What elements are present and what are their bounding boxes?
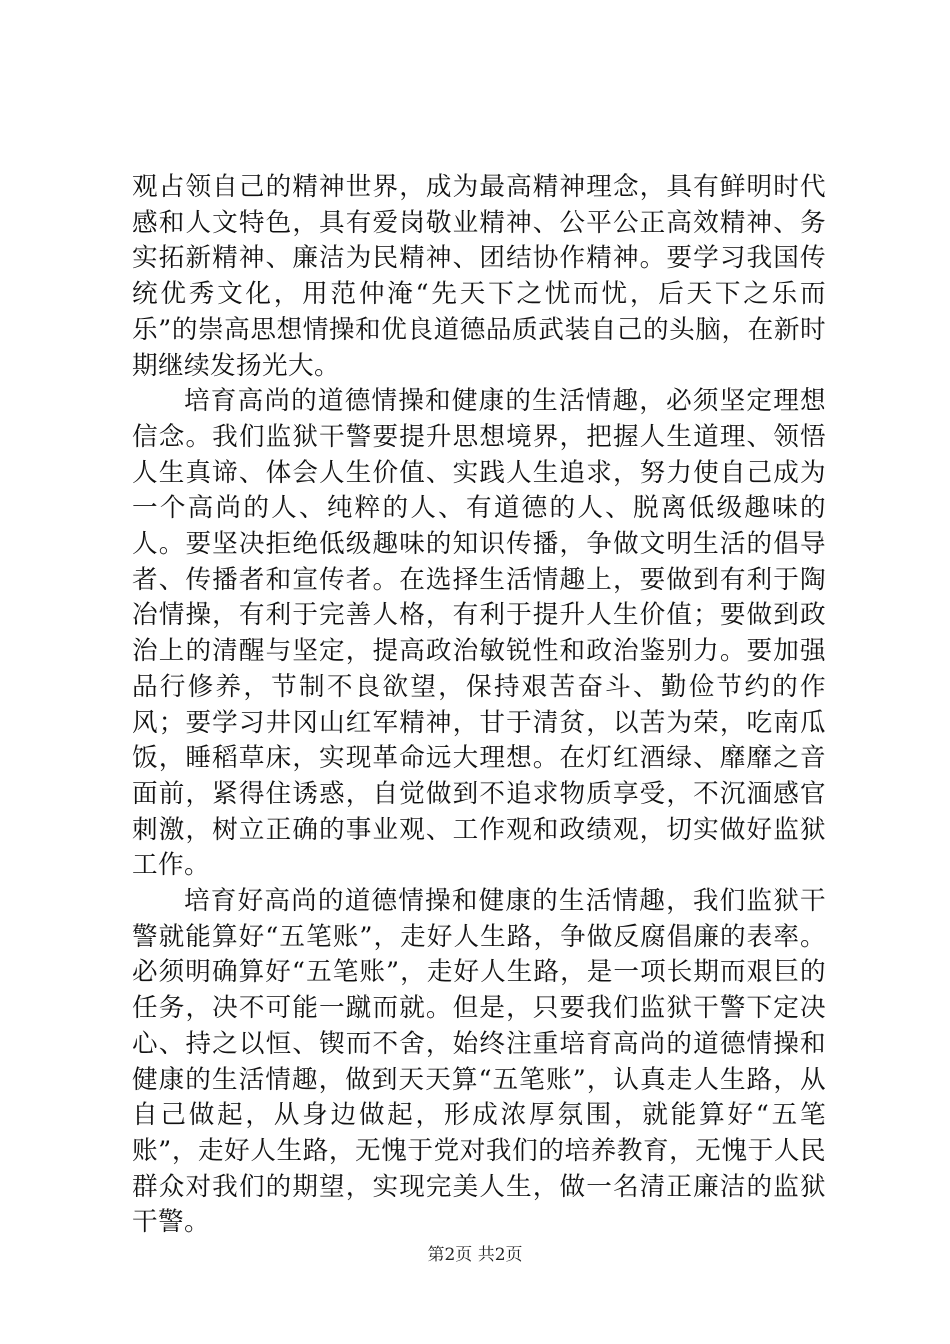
paragraph-five-accounts: 培育好高尚的道德情操和健康的生活情趣，我们监狱干警就能算好“五笔账”，走好人生路，争做反腐倡廉的表率。必须明确算好“五笔账”，走好人生路，是一项长期而艰巨的任务，决不可能一蹴而就。但是，只要我们监狱干警下定决心、持之以恒、锲而不舍，始终注重培育高尚的道德情操和健康的生活情趣，做到天天算“五笔账”，认真走人生路，从自己做起，从身边做起，形成浓厚氛围，就能算好“五笔账”，走好人生路，无愧于党对我们的培养教育，无愧于人民群众对我们的期望，实现完美人生，做一名清正廉洁的监狱干警。	[132, 886, 826, 1238]
body-text	[132, 170, 826, 1241]
paragraph-continuation: 观占领自己的精神世界，成为最高精神理念，具有鲜明时代感和人文特色，具有爱岗敬业精神、公平公正高效精神、务实拓新精神、廉洁为民精神、团结协作精神。要学习我国传统优秀文化，用范仲淹“先天下之忧而忧，后天下之乐而乐”的崇高思想情操和优良道德品质武装自己的头脑，在新时期继续发扬光大。	[132, 172, 826, 381]
page-footer: 第2页 共2页	[427, 1245, 523, 1265]
paragraph-ideals: 培育高尚的道德情操和健康的生活情趣，必须坚定理想信念。我们监狱干警要提升思想境界，把握人生道理、领悟人生真谛、体会人生价值、实践人生追求，努力使自己成为一个高尚的人、纯粹的人、有道德的人、脱离低级趣味的人。要坚决拒绝低级趣味的知识传播，争做文明生活的倡导者、传播者和宣传者。在选择生活情趣上，要做到有利于陶冶情操，有利于完善人格，有利于提升人生价值；要做到政治上的清醒与坚定，提高政治敏锐性和政治鉴别力。要加强品行修养，节制不良欲望，保持艰苦奋斗、勤俭节约的作风；要学习井冈山红军精神，甘于清贫，以苦为荣，吃南瓜饭，睡稻草床，实现革命远大理想。在灯红酒绿、靡靡之音面前，紧得住诱惑，自觉做到不追求物质享受，不沉湎感官刺激，树立正确的事业观、工作观和政绩观，切实做好监狱工作。	[132, 386, 826, 881]
